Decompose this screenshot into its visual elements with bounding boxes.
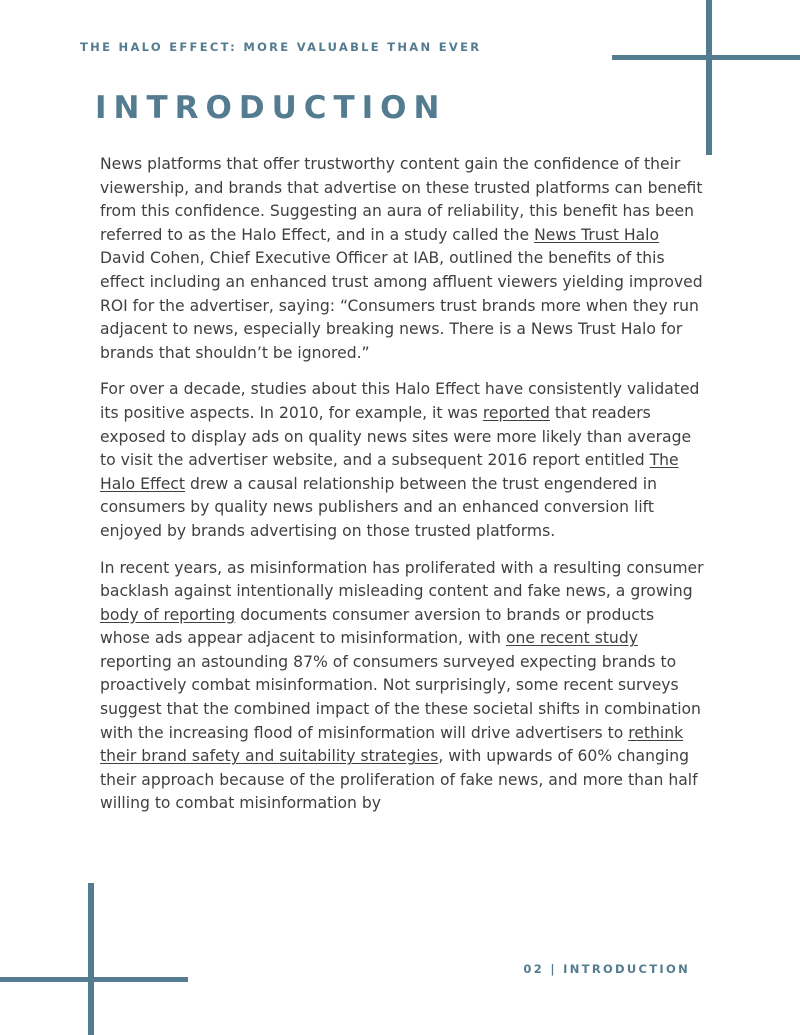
paragraph-2-text-c: drew a causal relationship between the trust engendered in consumers by quality news publishers and an enhanced conversion lift enjoyed by brands advertising on those trusted platforms.: [100, 474, 657, 540]
body-text: [100, 153, 705, 829]
paragraph-3-text-a: In recent years, as misinformation has proliferated with a resulting consumer backlash against intentionally misleading content and fake news, a growing: [100, 558, 704, 601]
corner-accent-horizontal-bottom-left: [0, 977, 188, 982]
paragraph-1-text-a: News platforms that offer trustworthy content gain the confidence of their viewership, and brands that advertise on these trusted platforms can benefit from this confidence. Suggesting an aura of reliability, this benefit has been referred to as the Halo Effect, and in a study called the: [100, 155, 703, 244]
paragraph-3: [100, 557, 705, 817]
link-the-halo-effect[interactable]: The Halo Effect: [100, 451, 679, 493]
footer-section-label: INTRODUCTION: [563, 962, 690, 976]
paragraph-2-text-a: For over a decade, studies about this Halo Effect have consistently validated its positive aspects. In 2010, for example, it was: [100, 380, 700, 422]
link-rethink-brand-safety[interactable]: rethink their brand safety and suitability strategies: [100, 723, 684, 766]
corner-accent-vertical-bottom-left: [88, 883, 94, 1035]
page-number: 02: [523, 962, 545, 976]
link-reported[interactable]: reported: [482, 403, 550, 422]
footer-separator: |: [550, 962, 557, 976]
page-footer: [523, 962, 690, 976]
paragraph-3-text-b: documents consumer aversion to brands or products whose ads appear adjacent to misinformation, with: [100, 605, 655, 648]
paragraph-3-text-c: reporting an astounding 87% of consumers surveyed expecting brands to proactively combat misinformation. Not surprisingly, some recent surveys suggest that the combined impact of the these societal shifts in combination with the increasing flood of misinformation will drive advertisers to: [100, 652, 701, 742]
corner-accent-vertical-top-right: [706, 0, 712, 155]
corner-accent-horizontal-top-right: [612, 55, 800, 60]
paragraph-3-text-d: , with upwards of 60% changing their approach because of the proliferation of fake news, and more than half willing to combat misinformation by: [100, 747, 698, 813]
paragraph-1: [100, 153, 705, 365]
link-body-of-reporting[interactable]: body of reporting: [100, 605, 236, 624]
link-one-recent-study[interactable]: one recent study: [505, 629, 638, 648]
paragraph-2-text-b: that readers exposed to display ads on quality news sites were more likely than average to visit the advertiser website, and a subsequent 2016 report entitled: [100, 403, 692, 470]
paragraph-1-text-b: David Cohen, Chief Executive Officer at IAB, outlined the benefits of this effect including an enhanced trust among affluent viewers yielding improved ROI for the advertiser, saying: “Consumers trust brands more when they run adjacent to news, especially breaking news. There is a News Trust Halo for brands that shouldn’t be ignored.”: [100, 249, 703, 362]
section-title: INTRODUCTION: [95, 90, 447, 126]
paragraph-2: [100, 378, 705, 543]
running-header: THE HALO EFFECT: MORE VALUABLE THAN EVER: [80, 40, 482, 54]
link-news-trust-halo[interactable]: News Trust Halo: [534, 225, 660, 244]
